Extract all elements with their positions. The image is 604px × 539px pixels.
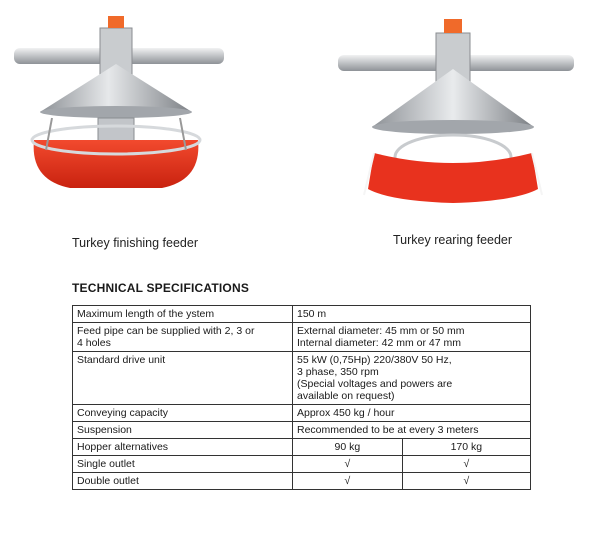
spec-value: Recommended to be at every 3 meters [293,422,531,439]
spec-value-line: External diameter: 45 mm or 50 mm [297,325,465,337]
check-mark: √ [293,473,403,490]
spec-label: Single outlet [73,456,293,473]
check-mark: √ [402,473,530,490]
turkey-finishing-feeder-photo [0,0,240,225]
spec-value-line: (Special voltages and powers are [297,378,453,390]
table-row [73,456,531,473]
table-row [73,352,531,405]
spec-value: 150 m [293,306,531,323]
spec-label: Maximum length of the ystem [73,306,293,323]
spec-label: Conveying capacity [73,405,293,422]
section-title: TECHNICAL SPECIFICATIONS [72,281,250,295]
table-row [73,473,531,490]
spec-value: Approx 450 kg / hour [293,405,531,422]
table-row [73,306,531,323]
check-mark: √ [293,456,403,473]
spec-value-line: Internal diameter: 42 mm or 47 mm [297,337,461,349]
spec-label [73,323,293,352]
spec-table [72,305,531,490]
table-row [73,405,531,422]
spec-label: Double outlet [73,473,293,490]
spec-label: Suspension [73,422,293,439]
table-row [73,323,531,352]
spec-value-line: 55 kW (0,75Hp) 220/380V 50 Hz, [297,354,452,366]
check-mark: √ [402,456,530,473]
spec-value-90kg: 90 kg [293,439,403,456]
turkey-rearing-feeder-photo [330,5,595,220]
spec-label-line: 4 holes [77,337,111,349]
spec-label: Standard drive unit [73,352,293,405]
spec-label-line: Feed pipe can be supplied with 2, 3 or [77,325,255,337]
spec-label: Hopper alternatives [73,439,293,456]
spec-value [293,323,531,352]
spec-value [293,352,531,405]
caption-turkey-rearing-feeder: Turkey rearing feeder [393,233,513,247]
spec-value-line: available on request) [297,390,395,402]
spec-value-170kg: 170 kg [402,439,530,456]
spec-value-line: 3 phase, 350 rpm [297,366,379,378]
table-row [73,439,531,456]
caption-turkey-finishing-feeder: Turkey finishing feeder [72,236,198,250]
table-row [73,422,531,439]
